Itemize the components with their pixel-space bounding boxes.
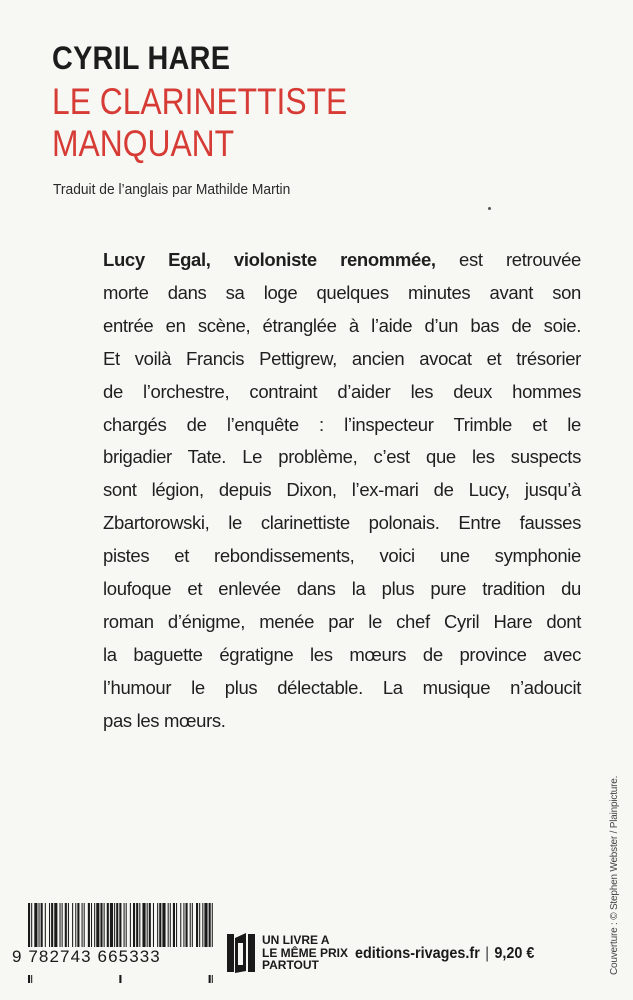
blurb-line: entrée en scène, étranglée à l’aide d’un bas de soie. [103, 314, 581, 336]
blurb-line: pistes et rebondissements, voici une symphonie [103, 545, 581, 567]
blurb-line: sont légion, depuis Dixon, l’ex-mari de Lucy, jusqu’à [103, 479, 581, 501]
publisher-site: editions-rivages.fr [355, 945, 480, 962]
separator: | [485, 945, 489, 962]
blurb-line: la baguette égratigne les mœurs de province avec [103, 643, 581, 665]
blurb-line: chargés de l’enquête : l’inspecteur Trimble et le [103, 413, 581, 435]
blurb-line: l’humour le plus délectable. La musique n’adoucit [103, 676, 581, 698]
promo-line: LE MÊME PRIX [262, 945, 349, 960]
blurb-line: de l’orchestre, contraint d’aider les deux hommes [103, 380, 581, 402]
blurb-line: Zbartorowski, le clarinettiste polonais. Entre fausses [103, 512, 581, 534]
cover-credit: Couverture : © Stephen Webster / Plainpicture. [609, 775, 620, 975]
blurb-line: morte dans sa loge quelques minutes avant son [103, 281, 581, 303]
blurb-text [103, 244, 581, 738]
book-title-line-1: LE CLARINETTISTE [52, 81, 348, 122]
author-name: CYRIL HARE [52, 40, 231, 76]
promo-line: PARTOUT [262, 958, 319, 972]
blurb-lead: Lucy Egal, violoniste renommée, [103, 249, 436, 270]
book-title-line-2: MANQUANT [52, 123, 235, 164]
blurb-line: roman d’énigme, menée par le chef Cyril Hare dont [103, 610, 581, 632]
print-speck [488, 207, 491, 210]
publisher-footer [355, 945, 534, 963]
blurb-line: Et voilà Francis Pettigrew, ancien avocat et trésorier [103, 347, 581, 369]
prix-unique-label [262, 934, 348, 972]
barcode-bars [28, 903, 214, 985]
book-price-logo-icon [226, 931, 256, 975]
blurb-line: pas les mœurs. [103, 709, 226, 731]
price: 9,20 € [494, 945, 535, 962]
blurb-line: brigadier Tate. Le problème, c’est que les suspects [103, 446, 581, 468]
blurb-line: Lucy Egal, violoniste renommée, est retrouvée [103, 249, 581, 270]
isbn-number: 9 782743 665333 [12, 947, 161, 966]
book-title [52, 81, 347, 165]
blurb-line: loufoque et enlevée dans la plus pure tradition du [103, 578, 581, 600]
barcode-icon [28, 903, 214, 985]
translator-credit: Traduit de l’anglais par Mathilde Martin [53, 181, 291, 198]
promo-line: UN LIVRE A [262, 933, 330, 947]
